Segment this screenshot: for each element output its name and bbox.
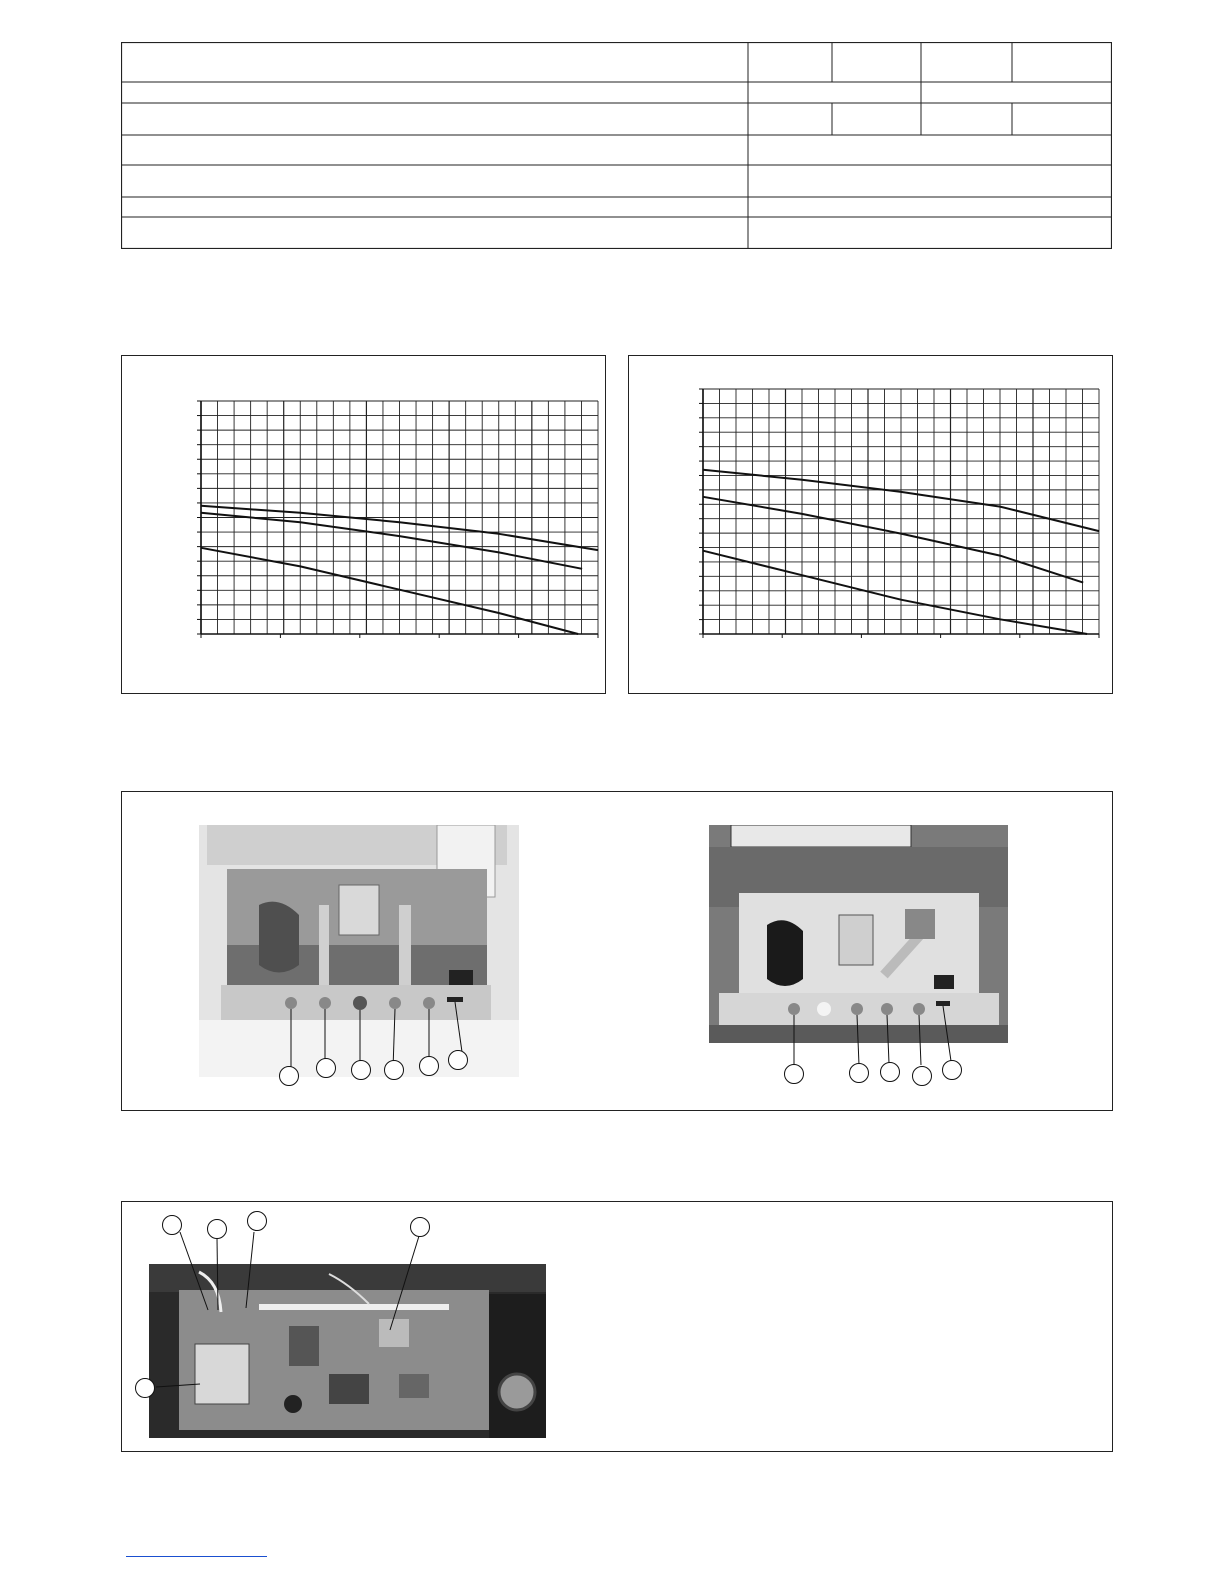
callout-a-1 [279, 1066, 299, 1086]
boiler-underside-illustration-a [199, 825, 519, 1077]
callout-pcb-3 [247, 1211, 267, 1231]
pcb-figure-panel [121, 1201, 1113, 1452]
pump-curve-series-2 [703, 497, 1083, 583]
pcb-leader-lines [122, 1202, 542, 1402]
pump-curve-series-3 [201, 548, 578, 634]
pump-curve-series-3 [703, 551, 1087, 634]
footer-link-underline[interactable] [126, 1556, 267, 1557]
callout-a-4 [384, 1060, 404, 1080]
leader-lines-b [709, 825, 1049, 1085]
pump-curve-panel-1 [121, 355, 606, 694]
callout-b-2 [849, 1063, 869, 1083]
pump-curve-chart-1 [122, 356, 607, 695]
callout-pcb-4 [410, 1217, 430, 1237]
pump-curve-chart-2 [629, 356, 1114, 695]
specification-table-grid [121, 42, 1112, 249]
pump-curve-panel-2 [628, 355, 1113, 694]
callout-a-2 [316, 1058, 336, 1078]
callout-b-5 [942, 1060, 962, 1080]
callout-pcb-2 [207, 1219, 227, 1239]
callout-b-3 [880, 1062, 900, 1082]
callout-a-5 [419, 1056, 439, 1076]
callout-a-6 [448, 1050, 468, 1070]
callout-a-3 [351, 1060, 371, 1080]
callout-pcb-1 [162, 1215, 182, 1235]
specification-table [121, 42, 1112, 249]
callout-b-1 [784, 1064, 804, 1084]
callout-b-4 [912, 1066, 932, 1086]
connections-figure-panel [121, 791, 1113, 1111]
boiler-underside-photo-a [199, 825, 519, 1077]
callout-pcb-5 [135, 1378, 155, 1398]
